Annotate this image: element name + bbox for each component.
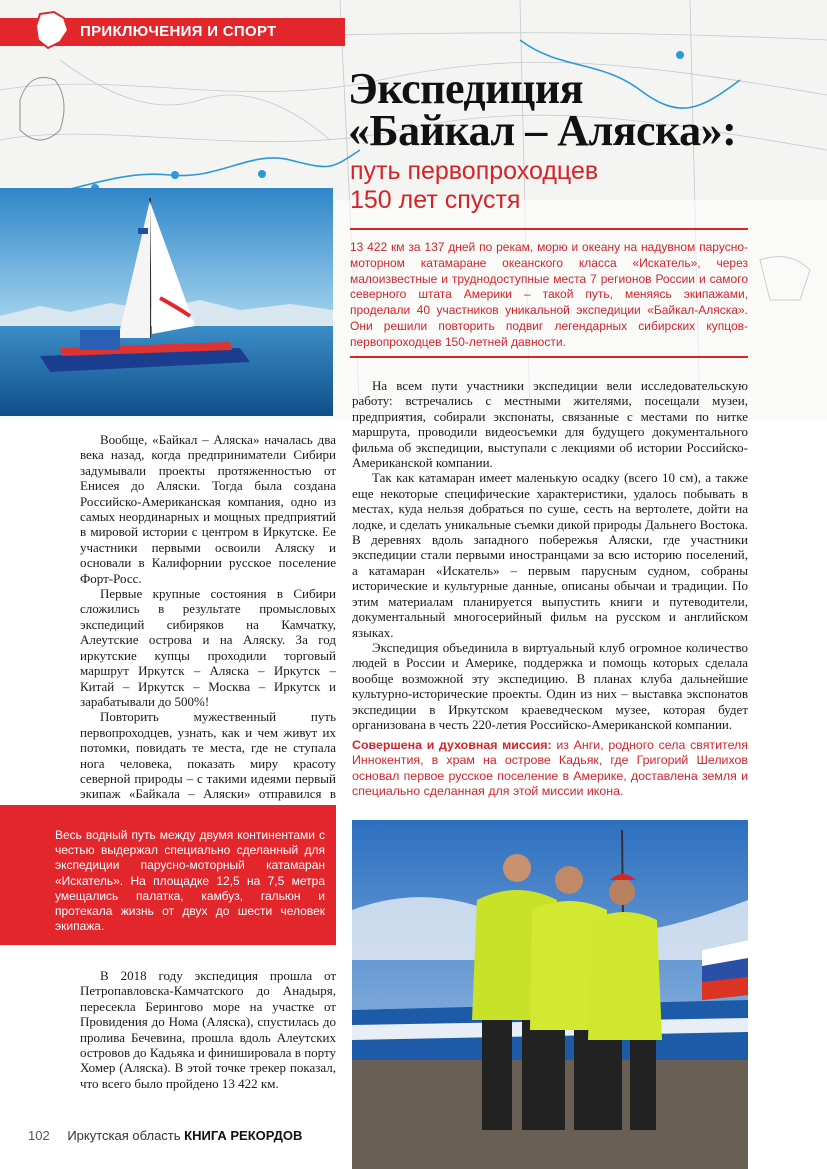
mission-text: из Анги, родного села святителя Иннокентия, в храм на острове Кадьяк, где Григорий Шелихов основал первое русское поселение в Америке, доставлена земля и специально сделанная для этой миссии икона.: [352, 738, 748, 799]
lead-top-rule: [350, 228, 748, 230]
paragraph: Повторить мужественный путь первопроходцев, узнать, как и чем живут их потомки, повидать те места, где не ступала нога человека, показать миру красоту северной природы – с такими идеями первый экипаж «Байкала – Аляски» отправился в: [80, 709, 336, 802]
left-column-text-1: [80, 432, 336, 817]
subheadline: [350, 157, 770, 215]
mission-title: Совершена и духовная миссия:: [352, 738, 552, 752]
callout-text: Весь водный путь между двумя континентами с честью выдержал специально сделанный для экспедиции парусно-моторный катамаран «Искатель». На площадке 12,5 на 7,5 метра умещались палатка, камбуз, гальюн и протекала жизнь от двух до шести человек экипажа.: [55, 828, 325, 934]
section-label: ПРИКЛЮЧЕНИЯ И СПОРТ: [80, 23, 277, 40]
headline-line-2: «Байкал – Аляска»:: [348, 106, 737, 155]
lead-bottom-rule: [350, 356, 748, 358]
mission-note: [352, 738, 748, 800]
footer-book-title: КНИГА РЕКОРДОВ: [184, 1128, 303, 1143]
paragraph: Экспедиция объединила в виртуальный клуб огромное количество людей в России и Америке, поддержка и помощь которых сделала вообще возможной эту экспедицию. В планах клуба дальнейшие культурно-исторические проекты. Один из них – выставка экспонатов экспедиции в Иркутском краеведческом музее, которая будет организована в честь 220-летия Российско-Американской компании.: [352, 639, 748, 732]
subheadline-line-2: 150 лет спустя: [350, 186, 521, 214]
footer-region: Иркутская область: [67, 1128, 181, 1143]
left-column-text-2: [80, 968, 336, 1091]
page-footer: [28, 1128, 302, 1143]
headline: [348, 64, 818, 155]
crew-photo: [352, 820, 748, 1169]
paragraph: На всем пути участники экспедиции вели исследовательскую работу: встречались с местными жителями, посещали музеи, предприятия, собирали экспонаты, связанные с местами по нитке маршрута, проводили видеосъемки для будущего документального фильма об экспедиции, выступали с лекциями об истории Российско-Американской компании.: [352, 378, 748, 471]
paragraph: Вообще, «Байкал – Аляска» началась два века назад, когда предприниматели Сибири задумывали проекты протяженностью от Енисея до Аляски. Тогда была создана Российско-Американская компания, одно из самых неординарных и мощных предприятий в мировой истории с центром в Иркутске. Ее участники первыми освоили Аляску и основали в Калифорнии русское поселение Форт-Росс.: [80, 432, 336, 586]
paragraph: Первые крупные состояния в Сибири сложились в результате промысловых экспедиций сибиряков на Камчатку, Алеутские острова и на Аляску. За год иркутские купцы проходили торговый маршрут Иркутск – Аляска – Иркутск – Китай – Иркутск – Москва – Иркутск и зарабатывали до 500%!: [80, 586, 336, 709]
region-map-logo: [30, 8, 74, 52]
page-number: 102: [28, 1128, 50, 1143]
subheadline-line-1: путь первопроходцев: [350, 157, 599, 185]
right-column-text: [352, 378, 748, 732]
paragraph: В 2018 году экспедиция прошла от Петропавловска-Камчатского до Анадыря, пересекла Берингово море на участке от Провидения до Нома (Аляска), спустилась до пролива Бечевина, прошла вдоль Алеутских островов до Кадьяка и финишировала в порту Хомер (Аляска). В этой точке трекер показал, что всего было пройдено 13 422 км.: [80, 968, 336, 1091]
paragraph: Так как катамаран имеет маленькую осадку (всего 10 см), а также еще некоторые специфические характеристики, удалось побывать в местах, куда нельзя добраться по суше, сесть на вертолете, дойти на лодке, и сделать уникальные съемки дикой природы Дальнего Востока. В деревнях вдоль западного побережья Аляски, где участники экспедиции стали первыми иностранцами за всю историю поселений, а катамаран «Искатель» – первым парусным судном, собраны исторические и культурные данные, описаны обычаи и традиции. По этим материалам планируется выпустить книги и путеводители, документальный многосерийный фильм на русском и английском языках.: [352, 470, 748, 640]
headline-line-1: Экспедиция: [348, 64, 584, 113]
catamaran-photo: [0, 188, 333, 416]
lead-paragraph: 13 422 км за 137 дней по рекам, морю и океану на надувном парусно-моторном катамаране океанского класса «Искатель», через малоизвестные и труднодоступные места 7 регионов России и самого северного штата Америки – такой путь, меняясь экипажами, проделали 40 участников уникальной экспедиции «Байкал-Аляска». Они решили повторить подвиг легендарных сибирских купцов-первопроходцев 150-летней давности.: [350, 240, 748, 349]
